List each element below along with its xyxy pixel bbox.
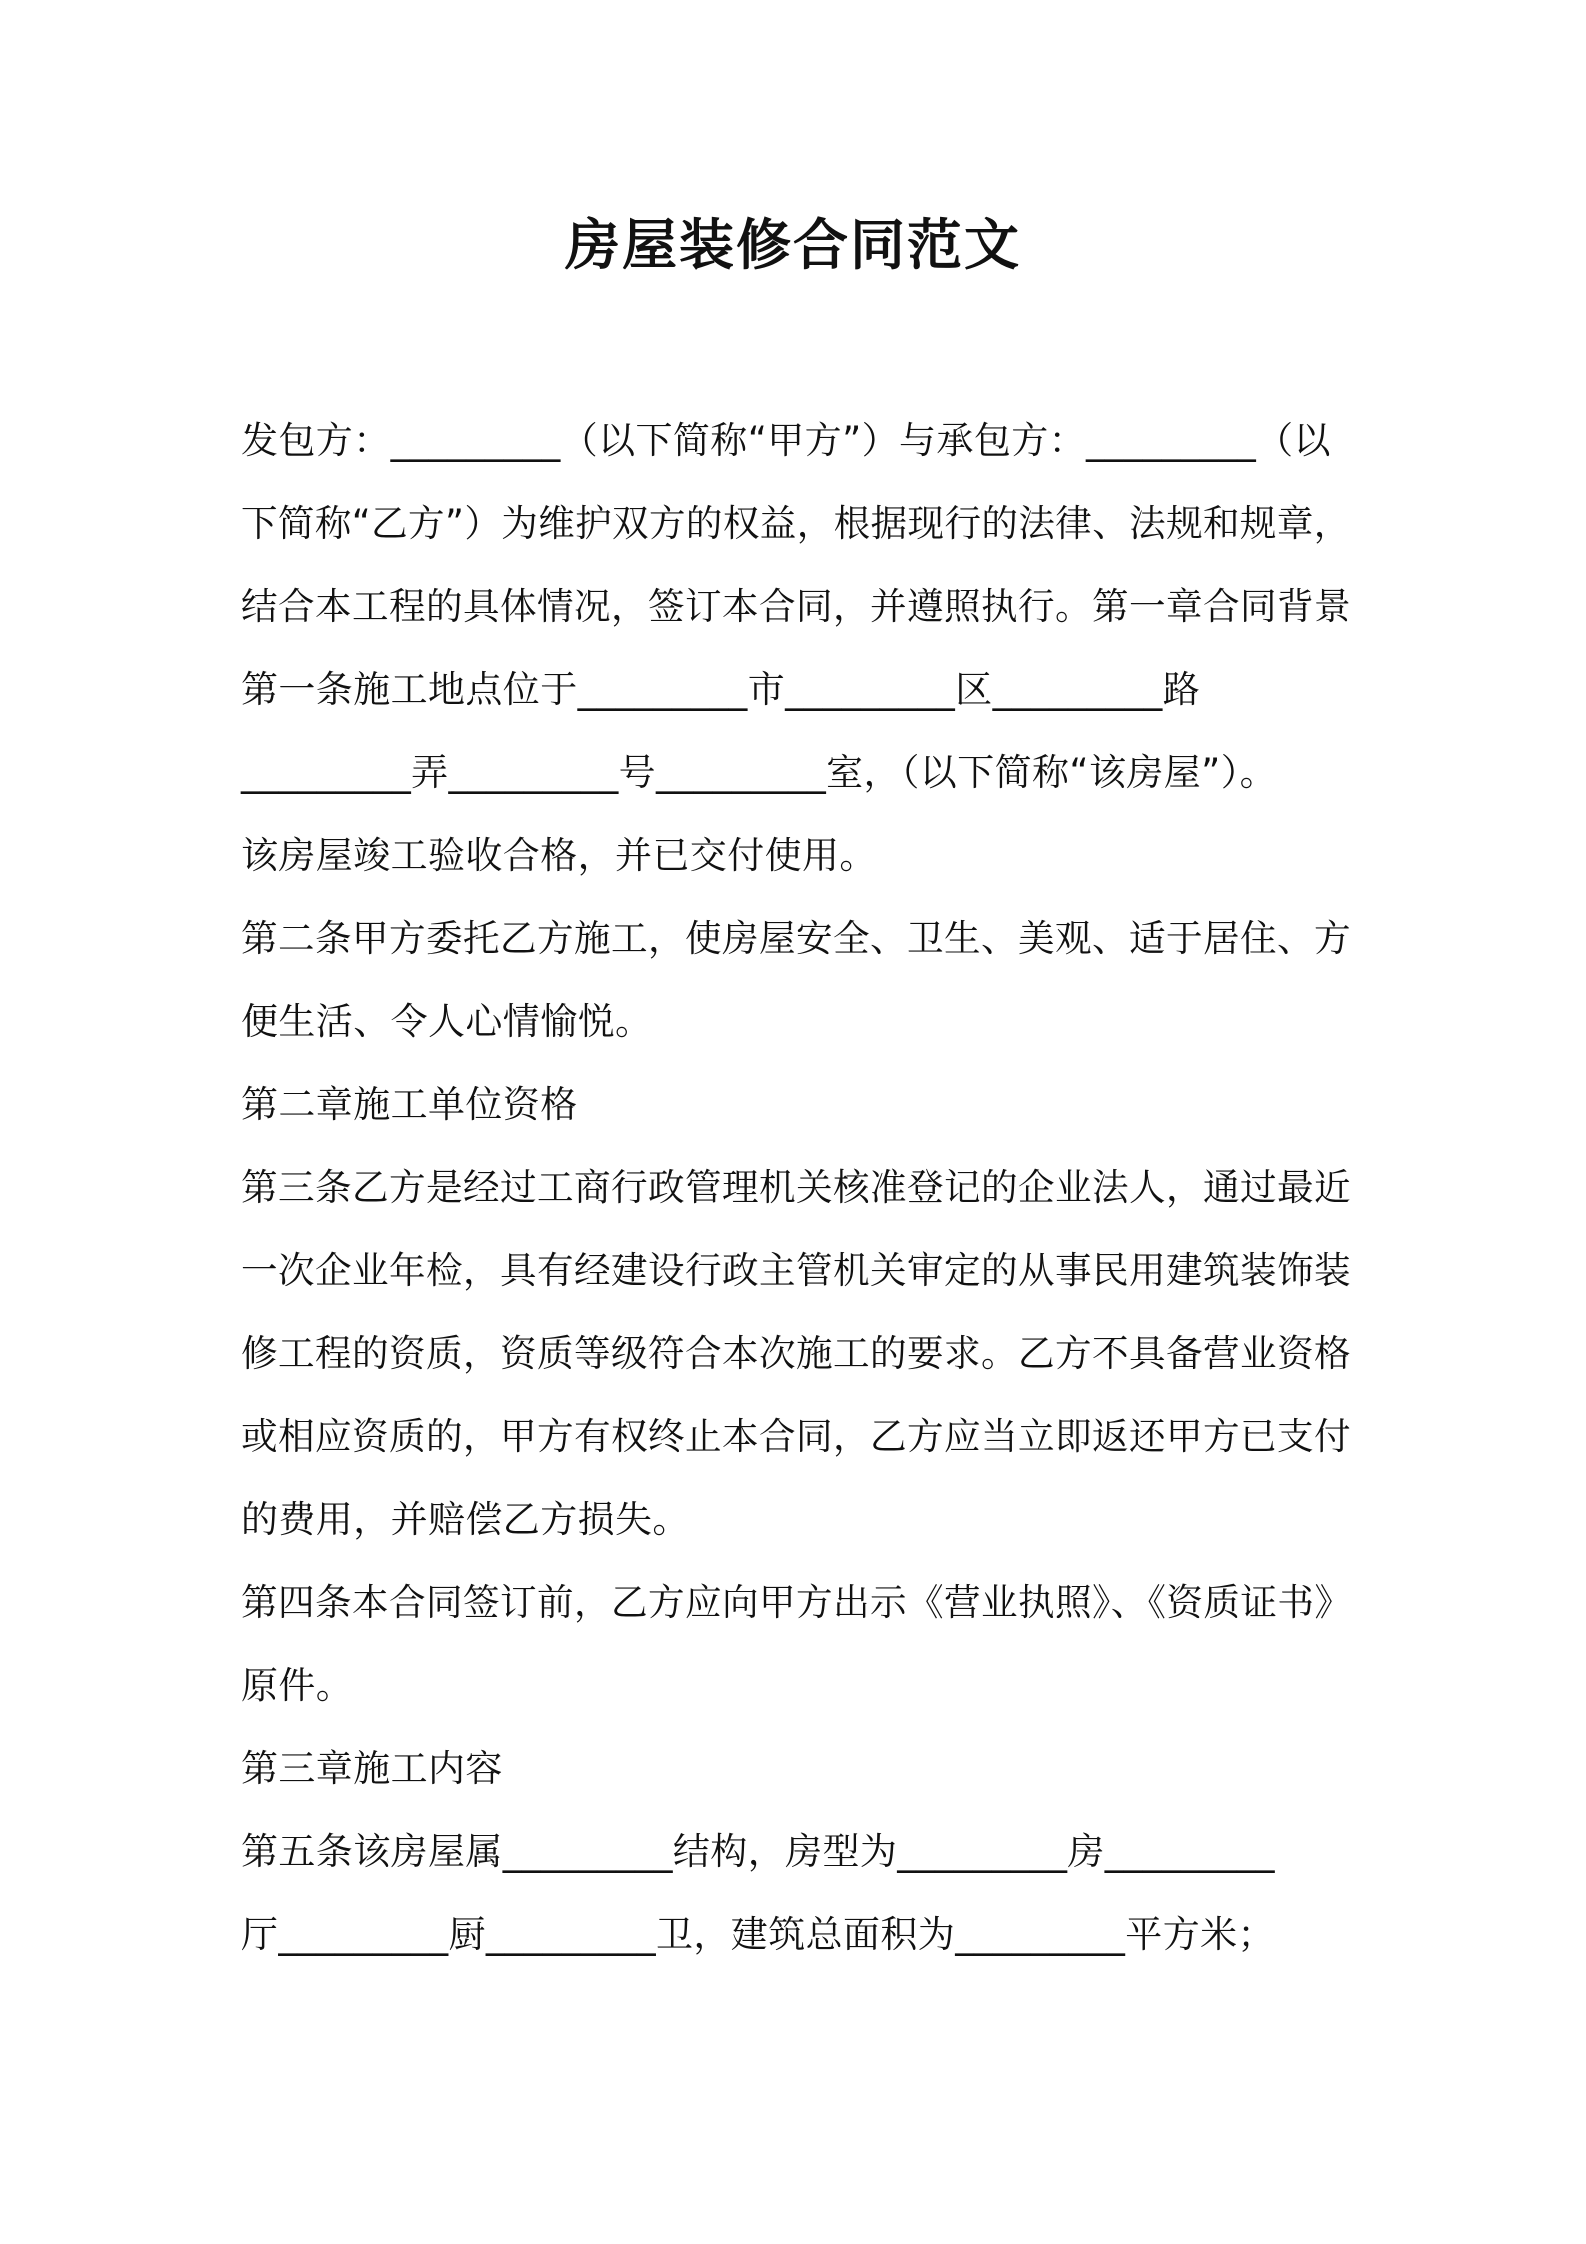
text-line: 第四条本合同签订前，乙方应向甲方出示《营业执照》、《资质证书》 [241,1581,1352,1624]
text-line: 第二条甲方委托乙方施工，使房屋安全、卫生、美观、适于居住、方 [241,917,1351,960]
text-line: 第五条该房屋属_________结构，房型为_________房_________ [241,1830,1275,1873]
document-body [241,399,1351,1976]
chapter-heading: 第三章施工内容 [241,1747,503,1790]
document-title: 房屋装修合同范文 [564,213,1021,277]
text-line: 发包方：_________（以下简称“甲方”）与承包方：_________（以 [241,419,1331,462]
text-line: 第三条乙方是经过工商行政管理机关核准登记的企业法人，通过最近 [241,1166,1351,1209]
text-line: _________弄_________号_________室，（以下简称“该房屋”）。 [241,751,1278,794]
text-line: 下简称“乙方”）为维护双方的权益，根据现行的法律、法规和规章， [241,502,1351,545]
text-line: 原件。 [241,1664,354,1707]
text-line: 便生活、令人心情愉悦。 [241,1000,653,1043]
text-line: 厅_________厨_________卫，建筑总面积为_________平方米； [241,1913,1275,1956]
text-line: 该房屋竣工验收合格，并已交付使用。 [241,834,877,877]
text-line: 或相应资质的，甲方有权终止本合同，乙方应当立即返还甲方已支付 [241,1415,1351,1458]
text-line: 修工程的资质，资质等级符合本次施工的要求。乙方不具备营业资格 [241,1332,1351,1375]
text-line: 一次企业年检，具有经建设行政主管机关审定的从事民用建筑装饰装 [241,1249,1351,1292]
chapter-heading: 第二章施工单位资格 [241,1083,578,1126]
text-line: 第一条施工地点位于_________市_________区_________路 [241,668,1201,711]
text-line: 结合本工程的具体情况，签订本合同，并遵照执行。第一章合同背景 [241,585,1351,628]
text-line: 的费用，并赔偿乙方损失。 [241,1498,690,1541]
